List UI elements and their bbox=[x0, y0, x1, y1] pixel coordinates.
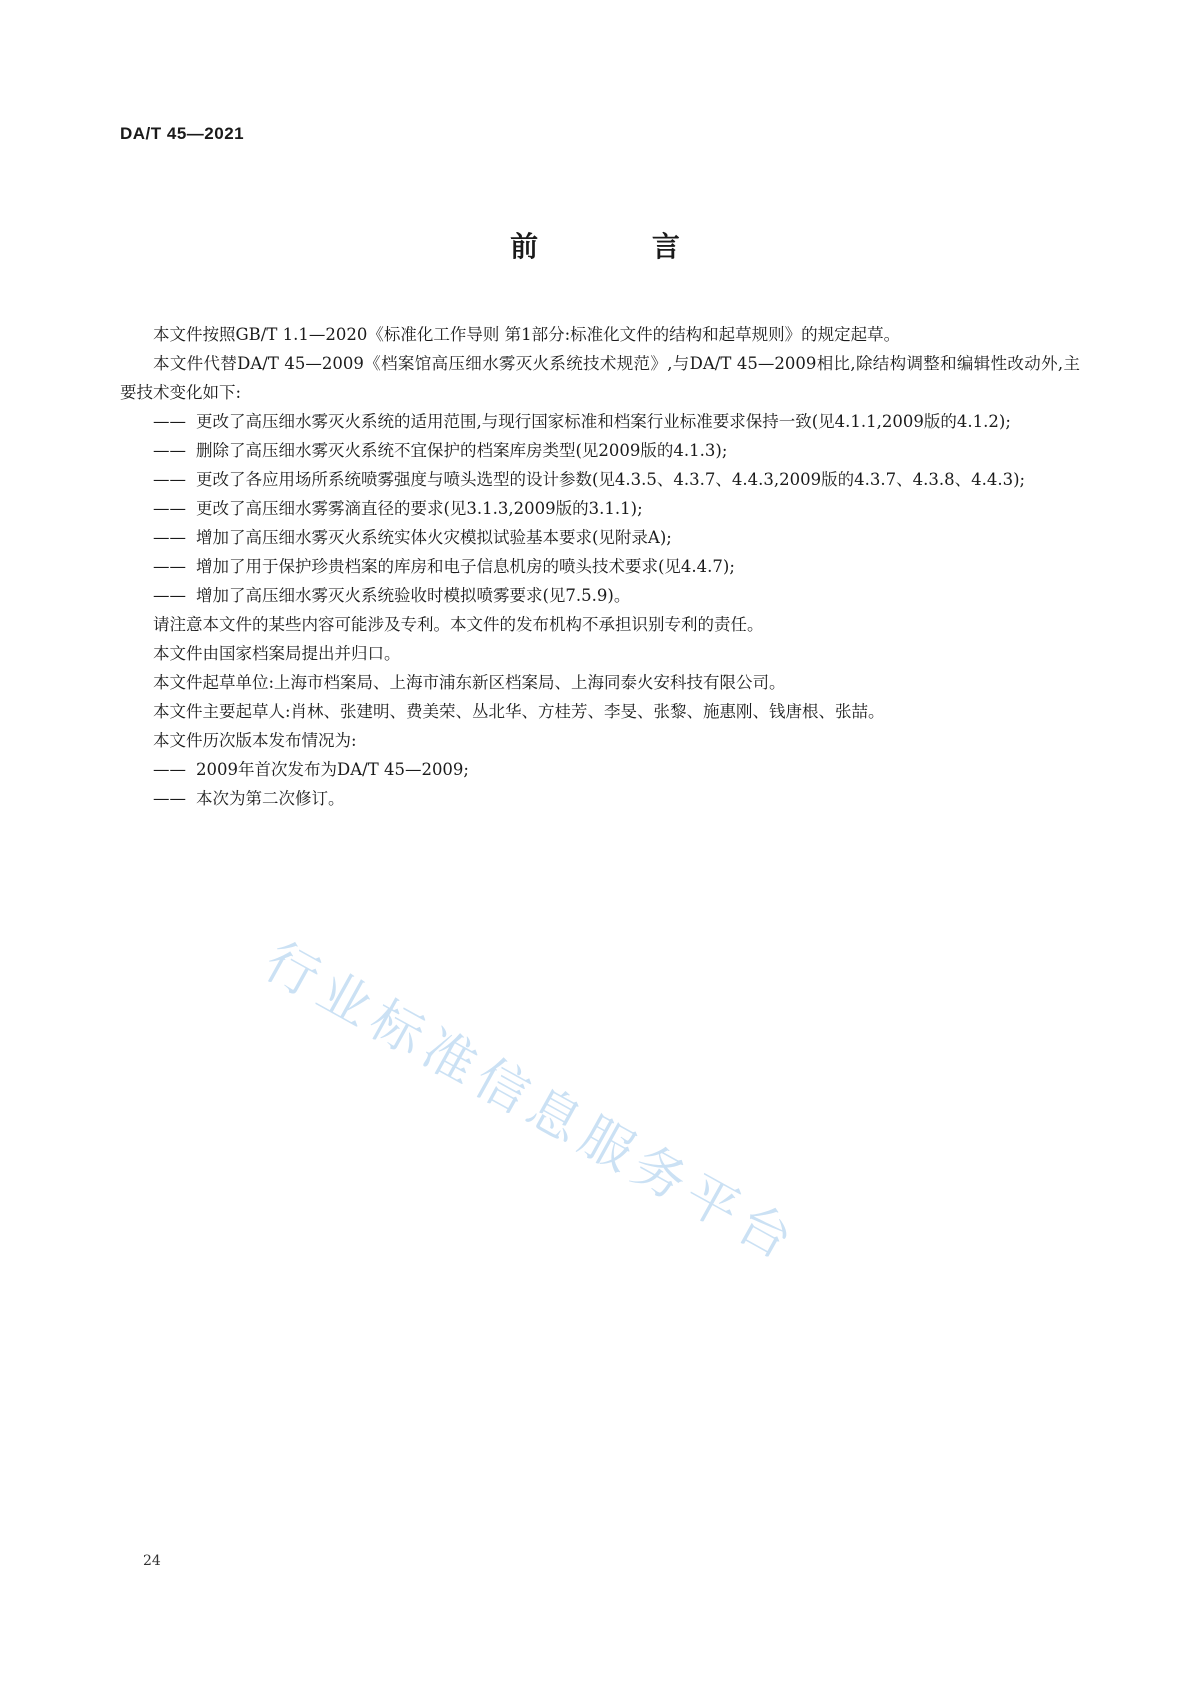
dash-mark: —— bbox=[153, 586, 186, 605]
dash-mark: —— bbox=[153, 470, 186, 489]
page-number: 24 bbox=[143, 1553, 161, 1569]
change-item bbox=[120, 436, 1080, 465]
history-item-text: 本次为第二次修订。 bbox=[196, 789, 345, 808]
document-code: DA/T 45—2021 bbox=[120, 124, 245, 143]
dash-mark: —— bbox=[153, 412, 186, 431]
paragraph-drafting-rules: 本文件按照GB/T 1.1—2020《标准化工作导则 第1部分:标准化文件的结构和起草规则》的规定起草。 bbox=[153, 325, 901, 344]
change-item-text: 增加了用于保护珍贵档案的库房和电子信息机房的喷头技术要求(见4.4.7); bbox=[196, 557, 735, 576]
watermark: 行业标准信息服务平台 bbox=[254, 931, 809, 1275]
paragraph-replacement: 本文件代替DA/T 45—2009《档案馆高压细水雾灭火系统技术规范》,与DA/T 45—2009相比,除结构调整和编辑性改动外,主要技术变化如下: bbox=[120, 354, 1080, 402]
page-title: 前 言 bbox=[510, 230, 732, 263]
paragraph-history-intro: 本文件历次版本发布情况为: bbox=[153, 731, 357, 750]
history-item bbox=[120, 755, 1080, 784]
history-item bbox=[120, 784, 1080, 813]
paragraph-drafters: 本文件主要起草人:肖林、张建明、费美荣、丛北华、方桂芳、李旻、张黎、施惠刚、钱唐根、张喆。 bbox=[153, 702, 885, 721]
change-item bbox=[120, 523, 1080, 552]
dash-mark: —— bbox=[153, 789, 186, 808]
paragraph-patent-notice: 请注意本文件的某些内容可能涉及专利。本文件的发布机构不承担识别专利的责任。 bbox=[153, 615, 764, 634]
change-item-text: 更改了高压细水雾雾滴直径的要求(见3.1.3,2009版的3.1.1); bbox=[196, 499, 643, 518]
change-item-text: 增加了高压细水雾灭火系统实体火灾模拟试验基本要求(见附录A); bbox=[196, 528, 672, 547]
dash-mark: —— bbox=[153, 499, 186, 518]
change-item bbox=[120, 407, 1080, 436]
change-item bbox=[120, 581, 1080, 610]
dash-mark: —— bbox=[153, 528, 186, 547]
dash-mark: —— bbox=[153, 557, 186, 576]
paragraph-drafting-units: 本文件起草单位:上海市档案局、上海市浦东新区档案局、上海同泰火安科技有限公司。 bbox=[153, 673, 786, 692]
change-item-text: 增加了高压细水雾灭火系统验收时模拟喷雾要求(见7.5.9)。 bbox=[196, 586, 631, 605]
dash-mark: —— bbox=[153, 441, 186, 460]
change-item bbox=[120, 465, 1080, 494]
history-item-text: 2009年首次发布为DA/T 45—2009; bbox=[196, 760, 469, 779]
dash-mark: —— bbox=[153, 760, 186, 779]
change-item-text: 删除了高压细水雾灭火系统不宜保护的档案库房类型(见2009版的4.1.3); bbox=[196, 441, 728, 460]
paragraph-proposer: 本文件由国家档案局提出并归口。 bbox=[153, 644, 401, 663]
change-item bbox=[120, 494, 1080, 523]
change-item-text: 更改了高压细水雾灭火系统的适用范围,与现行国家标准和档案行业标准要求保持一致(见4.1.1,2009版的4.1.2); bbox=[196, 412, 1011, 431]
change-item-text: 更改了各应用场所系统喷雾强度与喷头选型的设计参数(见4.3.5、4.3.7、4.4.3,2009版的4.3.7、4.3.8、4.4.3); bbox=[196, 470, 1026, 489]
change-item bbox=[120, 552, 1080, 581]
foreword-body bbox=[120, 320, 1080, 813]
